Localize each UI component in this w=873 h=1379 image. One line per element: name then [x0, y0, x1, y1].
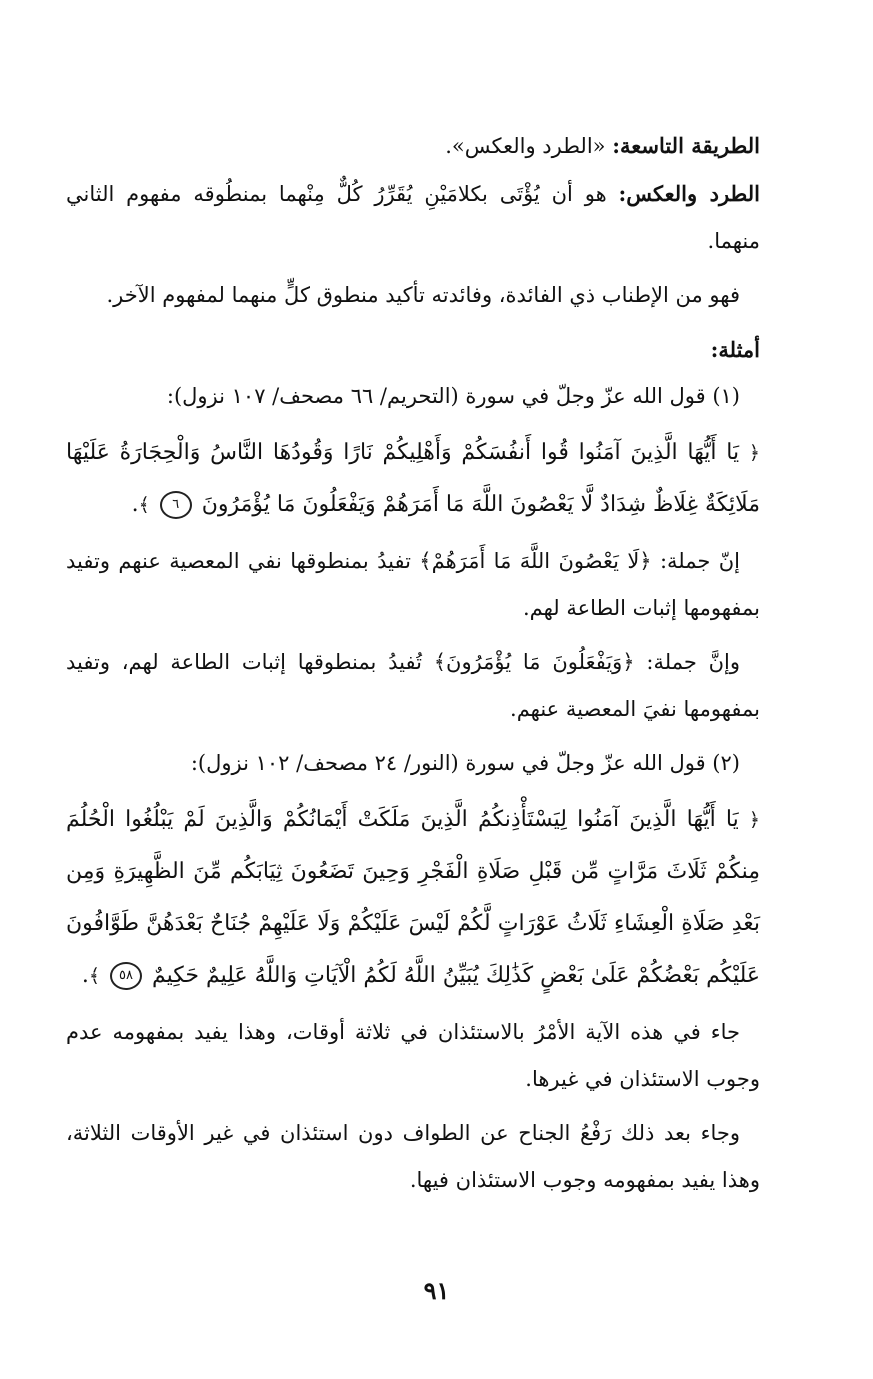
quran-close-bracket: ﴾ [138, 494, 150, 516]
definition-term: الطرد والعكس: [618, 181, 760, 206]
benefit-paragraph: فهو من الإطناب ذي الفائدة، وفائدته تأكيد منطوق كلٍّ منهما لمفهوم الآخر. [106, 283, 740, 307]
example1-intro: (١) قول الله عزّ وجلّ في سورة (التحريم/ ٦٦ مصحف/ ١٠٧ نزول): [166, 384, 740, 408]
example2-intro: (٢) قول الله عزّ وجلّ في سورة (النور/ ٢٤ مصحف/ ١٠٢ نزول): [190, 751, 740, 775]
example1-explanation-1: إنّ جملة: ﴿لَا يَعْصُونَ اللَّهَ مَا أَمَرَهُمْ﴾ تفيدُ بمنطوقها نفي المعصية عنهم وتفيد بمفهومها إثبات الطاعة لهم. [66, 549, 760, 620]
method-label: الطريقة التاسعة: [612, 133, 760, 158]
quran-open-bracket: ﴿ [748, 442, 760, 464]
example1-verse: ﴿ يَا أَيُّهَا الَّذِينَ آمَنُوا قُوا أَنفُسَكُمْ وَأَهْلِيكُمْ نَارًا وَقُودُهَا النَّاسُ وَالْحِجَارَةُ عَلَيْهَا مَلَائِكَةٌ غِلَاظٌ شِدَادٌ لَّا يَعْصُونَ اللَّهَ مَا أَمَرَهُمْ وَيَفْعَلُونَ مَا يُؤْمَرُونَ ٦ ﴾. [66, 440, 760, 517]
method-title: «الطرد والعكس». [445, 134, 606, 158]
example1-verse-text: يَا أَيُّهَا الَّذِينَ آمَنُوا قُوا أَنفُسَكُمْ وَأَهْلِيكُمْ نَارًا وَقُودُهَا النَّاسُ وَالْحِجَارَةُ عَلَيْهَا مَلَائِكَةٌ غِلَاظٌ شِدَادٌ لَّا يَعْصُونَ اللَّهَ مَا أَمَرَهُمْ وَيَفْعَلُونَ مَا يُؤْمَرُونَ [66, 440, 760, 517]
definition-text: هو أن يُؤْتَى بكلامَيْنِ يُقَرِّرُ كُلٌّ مِنْهما بمنطُوقه مفهوم الثاني منهما. [66, 182, 760, 253]
example2-explanation-1: جاء في هذه الآية الأمْرُ بالاستئذان في ثلاثة أوقات، وهذا يفيد بمفهومه عدم وجوب الاستئذان في غيرها. [66, 1020, 760, 1091]
example1-explanation-2: وإنَّ جملة: ﴿وَيَفْعَلُونَ مَا يُؤْمَرُونَ﴾ تُفيدُ بمنطوقها إثبات الطاعة لهم، وتفيد بمفهومها نفيَ المعصية عنهم. [66, 650, 760, 721]
verse-number-marker: ٦ [160, 491, 192, 519]
page-number: ٩١ [423, 1276, 450, 1305]
method-heading [66, 122, 760, 170]
example2-verse-text: يَا أَيُّهَا الَّذِينَ آمَنُوا لِيَسْتَأْذِنكُمُ الَّذِينَ مَلَكَتْ أَيْمَانُكُمْ وَالَّذِينَ لَمْ يَبْلُغُوا الْحُلُمَ مِنكُمْ ثَلَاثَ مَرَّاتٍ مِّن قَبْلِ صَلَاةِ الْفَجْرِ وَحِينَ تَضَعُونَ ثِيَابَكُم مِّنَ الظَّهِيرَةِ وَمِن بَعْدِ صَلَاةِ الْعِشَاءِ ثَلَاثُ عَوْرَاتٍ لَّكُمْ لَيْسَ عَلَيْكُمْ وَلَا عَلَيْهِمْ جُنَاحٌ بَعْدَهُنَّ طَوَّافُونَ عَلَيْكُم بَعْضُكُمْ عَلَىٰ بَعْضٍ كَذَٰلِكَ يُبَيِّنُ اللَّهُ لَكُمُ الْآيَاتِ وَاللَّهُ عَلِيمٌ حَكِيمٌ [66, 807, 760, 988]
example2-explanation-2: وجاء بعد ذلك رَفْعُ الجناح عن الطواف دون استئذان في غير الأوقات الثلاثة، وهذا يفيد بمفهومه وجوب الاستئذان فيها. [66, 1121, 760, 1192]
verse-number-marker: ٥٨ [110, 962, 142, 990]
example2-verse: ﴿ يَا أَيُّهَا الَّذِينَ آمَنُوا لِيَسْتَأْذِنكُمُ الَّذِينَ مَلَكَتْ أَيْمَانُكُمْ وَالَّذِينَ لَمْ يَبْلُغُوا الْحُلُمَ مِنكُمْ ثَلَاثَ مَرَّاتٍ مِّن قَبْلِ صَلَاةِ الْفَجْرِ وَحِينَ تَضَعُونَ ثِيَابَكُم مِّنَ الظَّهِيرَةِ وَمِن بَعْدِ صَلَاةِ الْعِشَاءِ ثَلَاثُ عَوْرَاتٍ لَّكُمْ لَيْسَ عَلَيْكُمْ وَلَا عَلَيْهِمْ جُنَاحٌ بَعْدَهُنَّ طَوَّافُونَ عَلَيْكُم بَعْضُكُمْ عَلَىٰ بَعْضٍ كَذَٰلِكَ يُبَيِّنُ اللَّهُ لَكُمُ الْآيَاتِ وَاللَّهُ عَلِيمٌ حَكِيمٌ ٥٨ ﴾. [66, 807, 761, 988]
quran-open-bracket: ﴿ [748, 809, 761, 831]
definition-paragraph [66, 170, 760, 265]
quran-close-bracket: ﴾ [88, 965, 100, 987]
page-body [66, 122, 760, 1211]
examples-heading: أمثلة: [710, 337, 760, 362]
